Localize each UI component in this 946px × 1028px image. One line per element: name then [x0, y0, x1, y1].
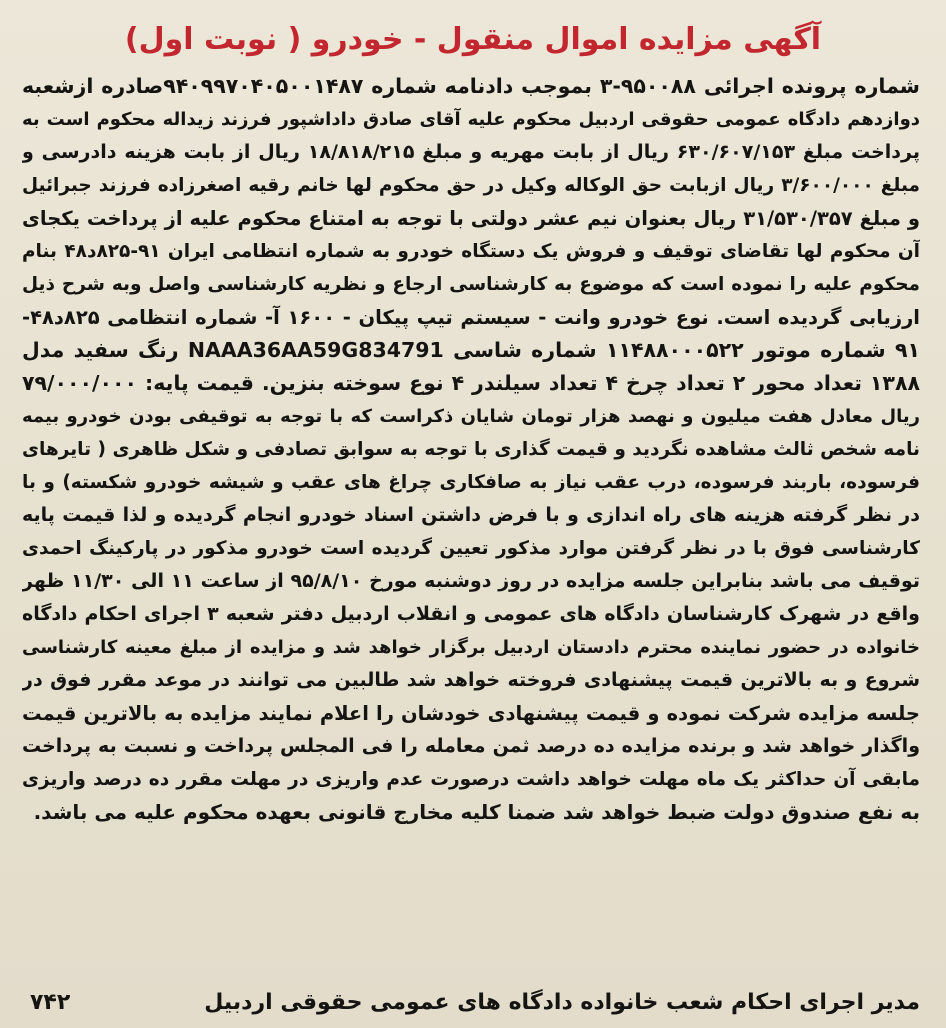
body-line: دوازدهم دادگاه عمومی حقوقی اردبیل محکوم علیه آقای صادق داداشپور فرزند زیداله محکوم است به [22, 109, 920, 130]
body-line: شماره پرونده اجرائی ۹۵۰۰۸۸-۳ بموجب دادنامه شماره ۹۴۰۹۹۷۰۴۰۵۰۰۱۴۸۷صادره ازشعبه [22, 74, 920, 98]
body-line: توقیف می باشد بنابراین جلسه مزایده در روز دوشنبه مورخ ۹۵/۸/۱۰ از ساعت ۱۱ الی ۱۱/۳۰ ظهر [22, 570, 920, 592]
body-line: مابقی آن حداکثر یک ماه مهلت خواهد داشت درصورت عدم واریزی در مهلت مقرر ده درصد واریزی [22, 769, 920, 790]
body-line: به نفع صندوق دولت ضبط خواهد شد ضمنا کلیه مخارج قانونی بعهده محکوم علیه می باشد. [33, 800, 920, 824]
body-line: جلسه مزایده شرکت نموده و قیمت پیشنهادی خودشان را اعلام نمایند مزایده به بالاترین قیمت [22, 702, 920, 725]
notice-footer [22, 983, 920, 1023]
body-line: واگذار خواهد شد و برنده مزایده ده درصد ثمن معامله را فی المجلس پرداخت و نسبت به پرداخت [22, 735, 920, 757]
body-line: در نظر گرفته هزینه های راه اندازی و با فرض داشتن اسناد خودرو انجام گردیده و لذا قیمت پایه [22, 504, 920, 526]
body-line: کارشناسی فوق با در نظر گرفتن موارد مذکور تعیین گردیده است خودرو مذکور در پارکینگ احمدی [22, 538, 920, 559]
body-line: آن محکوم لها تقاضای توقیف و فروش یک دستگاه خودرو به شماره انتظامی ایران ۹۱-۸۲۵د۴۸ بنام [22, 241, 920, 262]
body-line: نامه شخص ثالث مشاهده نگردید و قیمت گذاری با توجه به سوابق تصادفی و شکل ظاهری ( تایرهای [22, 439, 920, 460]
body-line: فرسوده، باربند فرسوده، درب عقب نیاز به صافکاری چراغ های عقب و شیشه خودرو شکسته) و با [22, 472, 920, 493]
body-line: ۹۱ شماره موتور ۱۱۴۸۸۰۰۰۵۲۲ شماره شاسی NAAA36AA59G834791 رنگ سفید مدل [22, 338, 920, 362]
body-line: و مبلغ ۳۱/۵۳۰/۳۵۷ ریال بعنوان نیم عشر دولتی با توجه به امتناع محکوم علیه از پرداخت یکجای [22, 207, 920, 230]
body-line: ریال معادل هفت میلیون و نهصد هزار تومان شایان ذکراست که با توجه به توقیفی بودن خودرو بیمه [22, 406, 920, 427]
body-line: پرداخت مبلغ ۶۳۰/۶۰۷/۱۵۳ ریال از بابت مهریه و مبلغ ۱۸/۸۱۸/۲۱۵ ریال از بابت هزینه دادرسی و [22, 141, 920, 163]
signature: مدیر اجرای احکام شعب خانواده دادگاه های عمومی حقوقی اردبیل [204, 990, 920, 1015]
body-line: ارزیابی گردیده است. نوع خودرو وانت - سیستم تیپ پیکان - ۱۶۰۰ آ- شماره انتظامی ۸۲۵د۴۸- [22, 306, 920, 329]
notice-body [22, 70, 920, 829]
body-line: شروع و به بالاترین قیمت پیشنهادی فروخته خواهد شد طالبین می توانند در موعد مقرر فوق در [22, 669, 920, 691]
body-line: خانواده در حضور نماینده محترم دادستان اردبیل برگزار خواهد شد و مزایده از مبلغ معینه کارشناسی [22, 637, 920, 658]
body-line: محکوم علیه را نموده است که موضوع به کارشناسی ارجاع و نظریه کارشناسی واصل وبه شرح ذیل [22, 274, 920, 295]
body-line: ۱۳۸۸ تعداد محور ۲ تعداد چرخ ۴ تعداد سیلندر ۴ نوع سوخته بنزین. قیمت پایه: ۷۹/۰۰۰/۰۰۰ [22, 371, 920, 395]
body-line: مبلغ ۳/۶۰۰/۰۰۰ ریال ازبابت حق الوکاله وکیل در حق محکوم لها خانم رقیه اصغرزاده فرزند جبرائیل [22, 175, 920, 196]
notice-title: آگهی مزایده اموال منقول - خودرو ( نوبت اول) [124, 22, 822, 57]
notice-code: ۷۴۲ [30, 990, 71, 1015]
body-line: واقع در شهرک کارشناسان دادگاه های عمومی و انقلاب اردبیل دفتر شعبه ۳ اجرای احکام دادگاه [22, 603, 920, 625]
